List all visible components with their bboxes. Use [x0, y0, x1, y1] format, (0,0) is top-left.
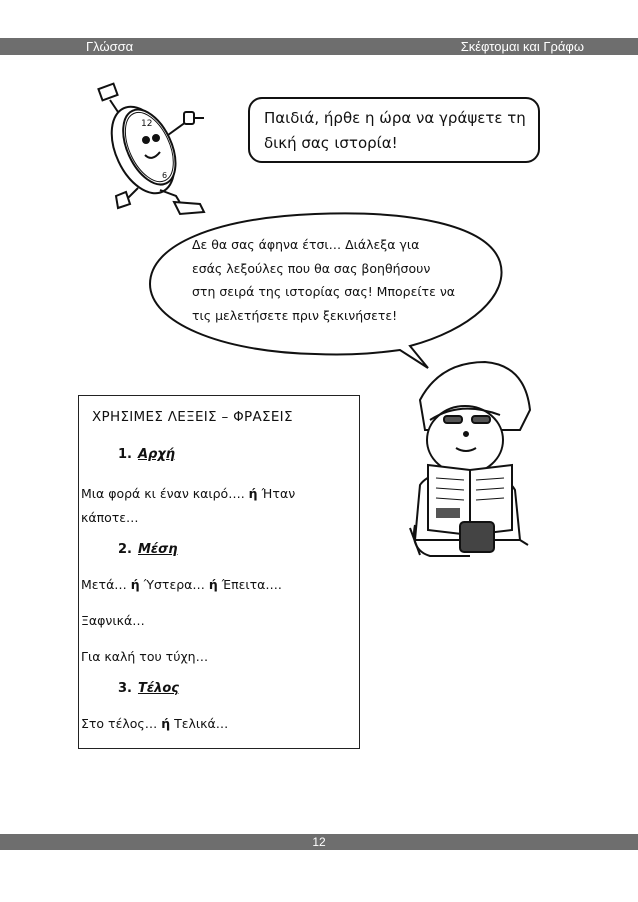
- phrase: Στο τέλος…: [81, 716, 158, 731]
- or-word: ή: [248, 486, 258, 501]
- phrase: Ήταν: [261, 486, 296, 501]
- middle-phrases-line2: Ξαφνικά…: [81, 613, 145, 628]
- subject-title: Γλώσσα: [86, 39, 134, 54]
- phrase: Έπειτα….: [221, 577, 282, 592]
- speech-line: δική σας ιστορία!: [264, 134, 398, 152]
- middle-phrases-line1: [81, 573, 282, 597]
- section-label: Τέλος: [137, 681, 179, 696]
- phrase: Ύστερα…: [143, 577, 205, 592]
- section-label: Αρχή: [137, 447, 175, 462]
- middle-phrases-line3: Για καλή του τύχη…: [81, 649, 209, 664]
- speech-line: Παιδιά, ήρθε η ώρα να γράψετε τη: [264, 109, 526, 127]
- speech-line: εσάς λεξούλες που θα σας βοηθήσουν: [192, 260, 431, 276]
- page-number: 12: [312, 835, 326, 849]
- section-number: 3.: [118, 681, 132, 696]
- end-phrases-line: [81, 712, 228, 736]
- speech-line: στη σειρά της ιστορίας σας! Μπορείτε να: [192, 284, 456, 299]
- section-heading-start: [118, 447, 175, 462]
- reading-girl-illustration: [410, 362, 530, 556]
- section-heading-middle: [118, 542, 178, 557]
- section-label: Μέση: [137, 542, 178, 557]
- svg-text:12: 12: [141, 119, 153, 129]
- footer-bar: [0, 834, 638, 850]
- speech-bubble-top-text: [264, 106, 534, 156]
- oval-bubble-text: [192, 233, 472, 327]
- section-number: 1.: [118, 447, 132, 462]
- start-phrases-line2: κάποτε…: [81, 510, 139, 525]
- section-heading-end: [118, 681, 179, 696]
- or-word: ή: [208, 577, 218, 592]
- or-word: ή: [161, 716, 171, 731]
- speech-line: Δε θα σας άφηνα έτσι… Διάλεξα για: [192, 237, 420, 252]
- start-phrases-line1: [81, 482, 295, 506]
- useful-words-title: ΧΡΗΣΙΜΕΣ ΛΕΞΕΙΣ – ΦΡΑΣΕΙΣ: [92, 409, 293, 425]
- section-title: Σκέφτομαι και Γράφω: [460, 39, 584, 54]
- speech-line: τις μελετήσετε πριν ξεκινήσετε!: [192, 307, 398, 323]
- svg-text:6: 6: [162, 171, 168, 180]
- running-clock-illustration: [98, 84, 204, 214]
- or-word: ή: [130, 577, 140, 592]
- phrase: Μετά…: [81, 577, 127, 592]
- phrase: Τελικά…: [174, 716, 229, 731]
- phrase: Μια φορά κι έναν καιρό….: [81, 486, 245, 501]
- section-number: 2.: [118, 542, 132, 557]
